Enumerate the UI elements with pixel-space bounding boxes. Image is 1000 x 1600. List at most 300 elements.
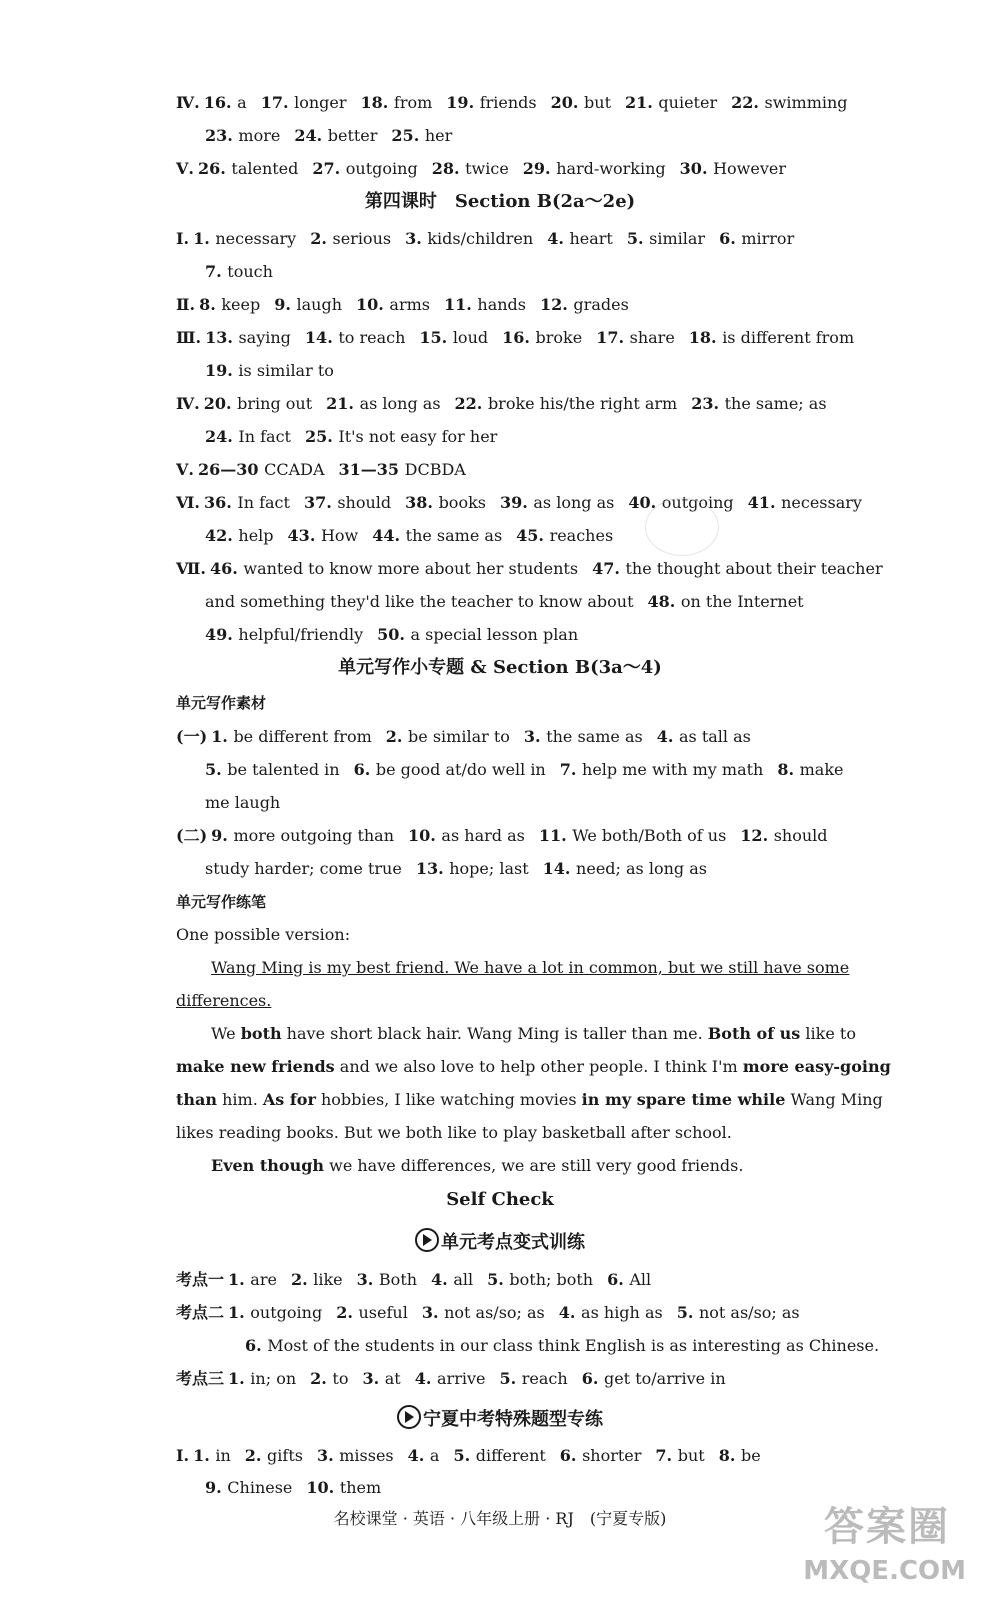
answer-item	[205, 427, 291, 446]
answer-item	[560, 760, 764, 779]
item-number: 5.	[453, 1446, 476, 1465]
heading-lesson4: 第四课时 Section B(2a～2e)	[364, 191, 636, 212]
answer-item	[205, 262, 273, 281]
answer-line	[176, 559, 897, 579]
essay-key-phrase: both	[240, 1024, 282, 1043]
item-number: 10.	[356, 295, 390, 314]
answer-line	[205, 625, 592, 645]
answer-item	[455, 394, 678, 413]
answer-line	[176, 1446, 775, 1466]
item-answer: the thought about their teacher	[625, 559, 883, 578]
item-number: 5.	[626, 229, 650, 248]
item-answer: hope; last	[449, 859, 529, 878]
item-answer: help me with my math	[582, 760, 764, 779]
item-number: 1.	[228, 1303, 251, 1322]
item-number: 26.	[197, 159, 232, 178]
answer-item	[422, 1303, 545, 1322]
answer-item	[560, 1446, 642, 1465]
answer-line	[205, 427, 511, 447]
answer-item	[306, 1478, 381, 1497]
answer-item	[205, 361, 334, 380]
answer-item	[339, 460, 466, 479]
item-answer: heart	[569, 229, 613, 248]
item-answer: saying	[238, 328, 291, 347]
answer-item	[205, 328, 291, 347]
item-number: 22.	[731, 93, 765, 112]
answer-item	[499, 1369, 567, 1388]
essay-text: hobbies, I like watching movies	[315, 1090, 582, 1109]
page-footer: 名校课堂 · 英语 · 八年级上册 · RJ (宁夏专版)	[333, 1509, 667, 1528]
item-number: 7.	[559, 760, 583, 779]
essay-text: we have differences, we are still very good friends.	[324, 1156, 744, 1175]
item-answer: the same as	[546, 727, 643, 746]
item-answer: more	[238, 126, 281, 145]
item-answer: to reach	[338, 328, 406, 347]
essay-text: have short black hair. Wang Ming is taller than me.	[281, 1024, 708, 1043]
section-number: Ⅰ.	[176, 229, 190, 248]
item-answer: serious	[332, 229, 392, 248]
item-number: 40.	[628, 493, 662, 512]
section-number: Ⅴ.	[176, 159, 194, 178]
stamp-watermark	[645, 498, 719, 556]
essay-line-4: likes reading books. But we both like to play basketball after school.	[176, 1123, 732, 1142]
item-answer: outgoing	[250, 1303, 323, 1322]
item-answer: swimming	[764, 93, 848, 112]
item-answer: to	[332, 1369, 349, 1388]
section-number: Ⅴ.	[176, 460, 194, 479]
answer-item	[415, 1369, 486, 1388]
item-number: 44.	[372, 526, 406, 545]
answer-item	[405, 493, 486, 512]
item-answer: help	[238, 526, 274, 545]
answer-item	[547, 229, 613, 248]
answer-item	[210, 559, 578, 578]
section-number: Ⅲ.	[176, 328, 202, 347]
item-number: 4.	[656, 727, 679, 746]
answer-item	[205, 760, 340, 779]
item-number: 25.	[304, 427, 339, 446]
heading-variation-text: 单元考点变式训练	[441, 1232, 585, 1253]
item-answer: not as/so; as	[444, 1303, 545, 1322]
answer-item	[354, 760, 546, 779]
essay-text: like to	[800, 1024, 856, 1043]
answer-item	[627, 229, 705, 248]
item-answer: but	[584, 93, 612, 112]
answer-item	[205, 793, 280, 812]
answer-line	[176, 1303, 814, 1323]
answer-item	[500, 493, 614, 512]
item-number: 9.	[211, 826, 234, 845]
item-number: 20.	[203, 394, 238, 413]
answer-item	[408, 1446, 440, 1465]
item-number: 16.	[502, 328, 536, 347]
item-answer: need; as long as	[576, 859, 707, 878]
item-number: 3.	[523, 727, 547, 746]
heading-ningxia-text: 宁夏中考特殊题型专练	[423, 1409, 603, 1430]
answer-item	[551, 93, 611, 112]
answer-item	[416, 859, 529, 878]
item-answer: them	[339, 1478, 382, 1497]
item-answer: reach	[521, 1369, 568, 1388]
item-answer: both; both	[509, 1270, 594, 1289]
item-answer: be talented in	[227, 760, 340, 779]
heading-variation	[0, 1228, 1000, 1255]
section-number: 考点三	[176, 1369, 225, 1388]
answer-item	[502, 328, 582, 347]
essay-line-5	[211, 1156, 743, 1176]
item-answer: useful	[358, 1303, 408, 1322]
item-answer: Most of the students in our class think English is as interesting as Chinese.	[267, 1336, 880, 1355]
item-answer: shorter	[582, 1446, 642, 1465]
essay-intro: One possible version:	[176, 925, 351, 944]
section-number: Ⅳ.	[176, 394, 200, 413]
item-number: 6.	[719, 229, 742, 248]
answer-item	[294, 126, 377, 145]
item-answer: like	[313, 1270, 343, 1289]
item-number: 17.	[260, 93, 295, 112]
answer-item	[689, 328, 854, 347]
answer-item	[446, 93, 536, 112]
answer-item	[453, 1446, 545, 1465]
essay-key-phrase: than	[176, 1090, 218, 1109]
item-number: 6.	[559, 1446, 583, 1465]
item-number: 8.	[777, 760, 800, 779]
answer-line	[176, 394, 841, 414]
essay-topic: Wang Ming is my best friend. We have a lot in common, but we still have some	[211, 958, 850, 977]
item-number: 7.	[205, 262, 228, 281]
item-answer: better	[327, 126, 378, 145]
answer-item	[386, 727, 510, 746]
answer-item	[198, 460, 325, 479]
answer-item	[305, 427, 497, 446]
answer-item	[211, 727, 372, 746]
section-number: 考点一	[176, 1270, 225, 1289]
section-number: Ⅱ.	[176, 295, 196, 314]
answer-item	[431, 1270, 473, 1289]
item-answer: longer	[294, 93, 347, 112]
item-number: 2.	[290, 1270, 314, 1289]
item-answer: and something they'd like the teacher to know about	[205, 592, 634, 611]
answer-line	[176, 328, 868, 348]
item-answer: books	[438, 493, 486, 512]
item-number: 13.	[415, 859, 450, 878]
item-answer: It's not easy for her	[338, 427, 498, 446]
answer-item	[748, 493, 862, 512]
item-number: 4.	[558, 1303, 582, 1322]
answer-item	[648, 592, 804, 611]
item-answer: All	[629, 1270, 652, 1289]
item-number: 50.	[377, 625, 411, 644]
answer-item	[326, 394, 440, 413]
answer-item	[419, 328, 488, 347]
item-number: 13.	[205, 328, 239, 347]
answer-item	[288, 526, 359, 545]
item-answer: as tall as	[678, 727, 751, 746]
answer-line	[205, 859, 721, 879]
answer-item	[245, 1336, 879, 1355]
item-answer: all	[453, 1270, 474, 1289]
item-number: 24.	[294, 126, 328, 145]
item-number: 3.	[356, 1270, 379, 1289]
item-number: 4.	[414, 1369, 438, 1388]
item-number: 43.	[287, 526, 321, 545]
item-number: 8.	[718, 1446, 741, 1465]
item-answer: is different from	[722, 328, 855, 347]
answer-item	[540, 295, 629, 314]
item-answer: at	[384, 1369, 401, 1388]
item-number: 8.	[199, 295, 222, 314]
item-number: 38.	[405, 493, 439, 512]
section-number: Ⅶ.	[176, 559, 206, 578]
item-answer: kids/children	[427, 229, 534, 248]
item-number: 1.	[193, 1446, 216, 1465]
essay-text: Wang Ming	[785, 1090, 883, 1109]
item-answer: In fact	[237, 493, 290, 512]
item-answer: should	[337, 493, 392, 512]
item-number: 41.	[747, 493, 782, 512]
item-number: 12.	[740, 826, 774, 845]
item-answer: as high as	[581, 1303, 663, 1322]
item-answer: friends	[479, 93, 537, 112]
answer-line	[176, 295, 643, 315]
item-number: 6.	[353, 760, 376, 779]
arrow-right-icon	[397, 1405, 421, 1429]
answer-item	[391, 126, 452, 145]
answer-item	[228, 1270, 277, 1289]
answer-item	[204, 93, 247, 112]
item-number: 11.	[538, 826, 573, 845]
essay-key-phrase: more easy-going	[742, 1057, 891, 1076]
answer-line	[176, 826, 842, 846]
answer-item	[228, 1303, 322, 1322]
item-number: 49.	[205, 625, 239, 644]
answer-line	[176, 1369, 740, 1389]
answer-item	[596, 328, 675, 347]
item-answer: not as/so; as	[698, 1303, 800, 1322]
section-number: 考点二	[176, 1303, 225, 1322]
item-number: 16.	[203, 93, 238, 112]
answer-item	[523, 159, 666, 178]
item-number: 46.	[209, 559, 244, 578]
section-number: Ⅵ.	[176, 493, 200, 512]
item-answer: arrive	[437, 1369, 486, 1388]
answer-line	[176, 159, 800, 179]
item-answer: be different from	[233, 727, 372, 746]
item-number: 2.	[385, 727, 409, 746]
answer-item	[205, 1478, 292, 1497]
item-answer: talented	[231, 159, 299, 178]
item-number: 5.	[205, 760, 228, 779]
item-number: 1.	[211, 727, 234, 746]
item-answer: outgoing	[345, 159, 418, 178]
item-number: 30.	[679, 159, 714, 178]
item-answer: a	[237, 93, 247, 112]
item-number: 2.	[310, 229, 333, 248]
answer-item	[444, 295, 526, 314]
answer-item	[677, 1303, 800, 1322]
item-answer: a	[429, 1446, 440, 1465]
essay-key-phrase: Even though	[211, 1156, 325, 1175]
item-answer: broke his/the right arm	[487, 394, 678, 413]
essay-line-1	[211, 1024, 856, 1044]
item-answer: study harder; come true	[205, 859, 402, 878]
item-answer: outgoing	[661, 493, 734, 512]
answer-item	[777, 760, 843, 779]
item-number: 18.	[360, 93, 394, 112]
answer-item	[582, 1369, 726, 1388]
watermark-line-2: MXQE.COM	[803, 1556, 966, 1586]
answer-item	[361, 93, 433, 112]
item-number: 5.	[676, 1303, 699, 1322]
item-number: 9.	[205, 1478, 228, 1497]
item-number: 2.	[244, 1446, 268, 1465]
item-answer: the same as	[405, 526, 503, 545]
answer-line	[176, 460, 480, 480]
item-answer: on the Internet	[680, 592, 804, 611]
item-number: 3.	[362, 1369, 385, 1388]
heading-ningxia	[0, 1405, 1000, 1432]
answer-item	[261, 93, 347, 112]
item-number: 22.	[454, 394, 488, 413]
item-answer: touch	[227, 262, 273, 281]
answer-item	[228, 1369, 296, 1388]
item-answer: wanted to know more about her students	[243, 559, 579, 578]
answer-item	[211, 826, 394, 845]
item-answer: but	[677, 1446, 705, 1465]
item-answer: CCADA	[264, 460, 325, 479]
answer-line	[205, 361, 348, 381]
item-answer: are	[250, 1270, 277, 1289]
answer-line	[176, 1270, 665, 1290]
answer-item	[408, 826, 525, 845]
item-answer: is similar to	[238, 361, 334, 380]
answer-item	[310, 229, 391, 248]
answer-item	[680, 159, 786, 178]
answer-item	[205, 625, 363, 644]
item-answer: In fact	[238, 427, 291, 446]
item-answer: mirror	[741, 229, 795, 248]
item-answer: keep	[221, 295, 261, 314]
essay-text: him.	[217, 1090, 263, 1109]
item-number: 15.	[419, 328, 453, 347]
item-answer: hands	[477, 295, 527, 314]
item-answer: share	[629, 328, 675, 347]
heading-selfcheck: Self Check	[446, 1189, 554, 1210]
item-answer: quieter	[658, 93, 718, 112]
answer-item	[731, 93, 847, 112]
item-number: 19.	[205, 361, 239, 380]
item-number: 19.	[446, 93, 480, 112]
essay-key-phrase: make new friends	[176, 1057, 335, 1076]
item-answer: from	[393, 93, 433, 112]
answer-item	[657, 727, 751, 746]
answer-item	[625, 93, 717, 112]
answer-item	[559, 1303, 663, 1322]
item-answer: in	[215, 1446, 231, 1465]
heading-practice: 单元写作练笔	[176, 893, 267, 911]
answer-line	[245, 1336, 893, 1356]
item-number: 27.	[312, 159, 346, 178]
answer-item	[592, 559, 883, 578]
answer-item	[372, 526, 502, 545]
essay-line-3	[176, 1090, 883, 1110]
item-answer: arms	[389, 295, 430, 314]
item-number: 5.	[499, 1369, 522, 1388]
answer-line	[205, 126, 466, 146]
item-number: 1.	[193, 229, 216, 248]
answer-line	[176, 229, 808, 249]
essay-text: We	[211, 1024, 241, 1043]
item-number: 39.	[499, 493, 534, 512]
item-number: 6.	[245, 1336, 268, 1355]
item-number: 4.	[547, 229, 570, 248]
answer-item	[204, 493, 290, 512]
answer-line	[205, 793, 294, 813]
item-answer: the same; as	[724, 394, 827, 413]
answer-item	[199, 295, 260, 314]
answer-item	[719, 1446, 761, 1465]
answer-line	[205, 592, 818, 612]
answer-line	[205, 760, 858, 780]
item-answer: DCBDA	[404, 460, 466, 479]
answer-item	[524, 727, 643, 746]
item-answer: How	[320, 526, 359, 545]
item-number: 36.	[203, 493, 238, 512]
heading-material: 单元写作素材	[176, 694, 267, 712]
item-number: 17.	[596, 328, 630, 347]
item-answer: as long as	[533, 493, 615, 512]
answer-item	[691, 394, 826, 413]
item-answer: me laugh	[205, 793, 281, 812]
item-answer: her	[424, 126, 453, 145]
item-number: 21.	[625, 93, 659, 112]
item-answer: get to/arrive in	[603, 1369, 726, 1388]
item-number: 7.	[655, 1446, 678, 1465]
answer-item	[205, 126, 280, 145]
heading-writing: 单元写作小专题 & Section B(3a～4)	[338, 657, 662, 678]
answer-item	[487, 1270, 593, 1289]
answer-item	[719, 229, 794, 248]
item-answer: reaches	[549, 526, 614, 545]
item-answer: be similar to	[408, 727, 510, 746]
answer-line	[176, 93, 862, 113]
item-number: 3.	[421, 1303, 445, 1322]
item-number: 14.	[304, 328, 339, 347]
item-answer: laugh	[296, 295, 343, 314]
answer-item	[516, 526, 613, 545]
item-number: 23.	[691, 394, 725, 413]
answer-item	[655, 1446, 704, 1465]
item-answer: loud	[452, 328, 489, 347]
answer-item	[205, 592, 634, 611]
item-number: 28.	[431, 159, 466, 178]
item-answer: broke	[535, 328, 583, 347]
item-answer: misses	[339, 1446, 394, 1465]
item-number: 1.	[228, 1369, 251, 1388]
item-number: 4.	[407, 1446, 430, 1465]
item-answer: similar	[649, 229, 706, 248]
item-answer: grades	[573, 295, 629, 314]
answer-item	[317, 1446, 394, 1465]
answer-item	[274, 295, 342, 314]
answer-item	[740, 826, 827, 845]
item-answer: as long as	[359, 394, 441, 413]
item-answer: necessary	[215, 229, 297, 248]
item-number: 3.	[405, 229, 428, 248]
item-answer: bring out	[237, 394, 313, 413]
item-number: 21.	[326, 394, 360, 413]
item-answer: be good at/do well in	[375, 760, 546, 779]
